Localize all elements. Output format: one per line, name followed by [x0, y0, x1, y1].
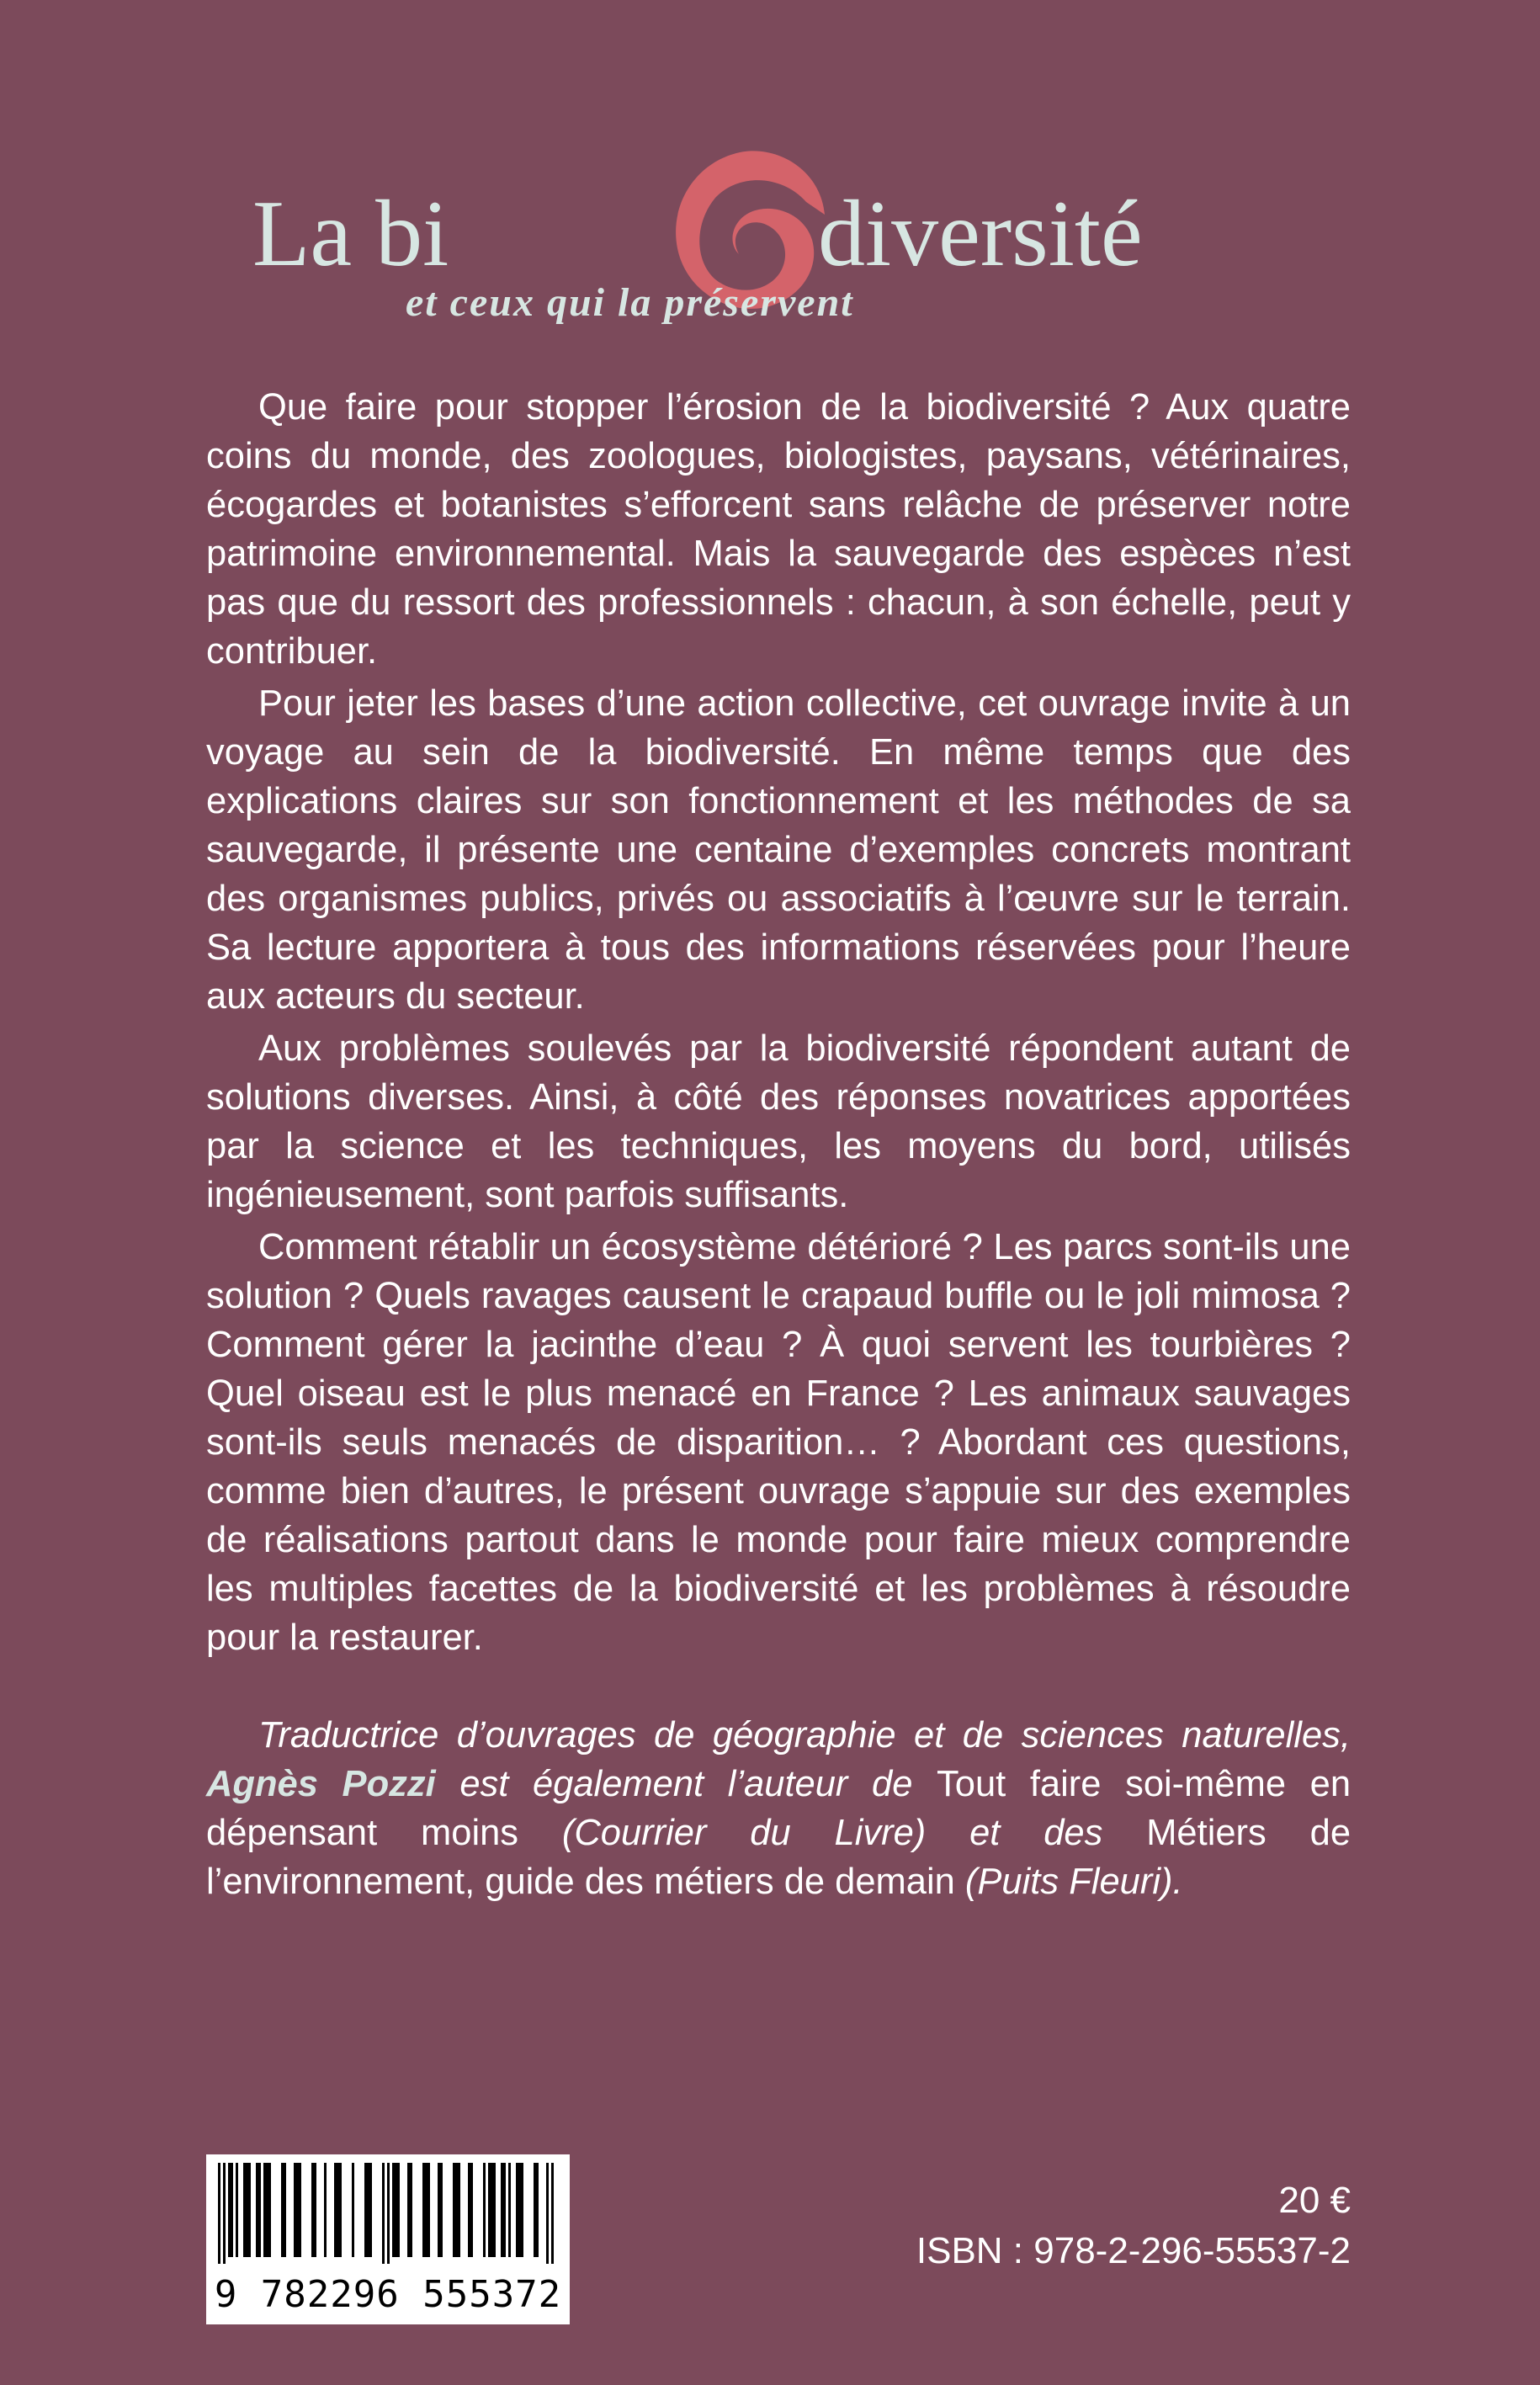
barcode-bar	[422, 2163, 430, 2257]
barcode-bar	[453, 2163, 460, 2257]
author-name: Agnès Pozzi	[206, 1764, 436, 1804]
barcode-bar	[236, 2163, 238, 2257]
barcode-bar	[256, 2163, 261, 2257]
paragraph-1: Que faire pour stopper l’érosion de la biodiversité ? Aux quatre coins du monde, des zoologues, biologistes, paysans, vétérinaires, écogardes et botanistes s’efforcent sans relâche de préserver notre patrimoine environnemental. Mais la sauvegarde des espèces n’est pas que du ressort des professionnels : chacun, à son échelle, peut y contribuer.	[206, 387, 1351, 672]
bio-mid: est également l’auteur de	[435, 1764, 937, 1804]
barcode-bar	[218, 2163, 220, 2264]
paragraph-2: Pour jeter les bases d’une action collective, cet ouvrage invite à un voyage au sein de la biodiversité. En même temps que des explications claires sur son fonctionnement et les méthodes de sa sauvegarde, il présente une centaine d’exemples concrets montrant des organismes publics, privés ou associatifs à l’œuvre sur le terrain. Sa lecture apportera à tous des informations réservées pour l’heure aux acteurs du secteur.	[206, 683, 1351, 1017]
barcode-bar	[534, 2163, 539, 2257]
barcode-bar	[508, 2163, 511, 2257]
title-block	[252, 135, 1262, 353]
book-title-2: Métiers de l’environnement, guide des métiers de demain	[206, 1813, 1351, 1902]
publisher-2: (Puits Fleuri).	[954, 1862, 1183, 1902]
barcode-bar	[516, 2163, 523, 2257]
barcode-bar	[324, 2163, 327, 2257]
barcode-bar	[501, 2163, 506, 2257]
barcode-bars	[215, 2163, 561, 2264]
barcode-bar	[488, 2163, 496, 2257]
barcode-bar	[551, 2163, 554, 2264]
barcode-bar	[263, 2163, 271, 2257]
book-title-1: Tout faire soi-même en dépensant moins	[206, 1764, 1351, 1853]
barcode-bar	[438, 2163, 443, 2257]
price: 20 €	[1278, 2180, 1351, 2221]
barcode-bar	[228, 2163, 233, 2257]
paragraph-4: Comment rétablir un écosystème détérioré ? Les parcs sont-ils une solution ? Quels ravages causent le crapaud buffle ou le joli mimosa ? Comment gérer la jacinthe d’eau ? À quoi servent les tourbières ? Quel oiseau est le plus menacé en France ? Les animaux sauvages sont-ils seuls menacés de disparition… ? Abordant ces questions, comme bien d’autres, le présent ouvrage s’appuie sur des exemples de réalisations partout dans le monde pour faire mieux comprendre les multiples facettes de la biodiversité et les problèmes à résoudre pour la restaurer.	[206, 1227, 1351, 1658]
barcode-bar	[364, 2163, 372, 2257]
author-bio	[206, 1711, 1351, 1906]
barcode-bar	[382, 2163, 385, 2264]
publisher-1: (Courrier du Livre) et des	[518, 1813, 1147, 1853]
title-text-right: diversité	[818, 182, 1143, 286]
bio-intro: Traductrice d’ouvrages de géographie et de sciences naturelles,	[258, 1715, 1351, 1756]
barcode-bar	[243, 2163, 251, 2257]
subtitle: et ceux qui la préservent	[406, 280, 854, 325]
barcode-bar	[352, 2163, 354, 2257]
barcode-bar	[392, 2163, 400, 2257]
barcode-digits: 9 782296 555372	[214, 2273, 562, 2316]
barcode-bar	[387, 2163, 390, 2264]
title-text-left: La bi	[252, 182, 449, 286]
isbn: ISBN : 978-2-296-55537-2	[916, 2230, 1351, 2271]
barcode-bar	[546, 2163, 549, 2264]
barcode-bar	[294, 2163, 301, 2257]
barcode	[206, 2154, 570, 2324]
barcode-bar	[281, 2163, 286, 2257]
barcode-bar	[311, 2163, 316, 2257]
barcode-bar	[407, 2163, 412, 2257]
description	[206, 383, 1351, 1943]
barcode-bar	[468, 2163, 473, 2257]
barcode-bar	[334, 2163, 342, 2257]
paragraph-3: Aux problèmes soulevés par la biodiversité répondent autant de solutions diverses. Ainsi, à côté des réponses novatrices apportées par la science et les techniques, les moyens du bord, utilisés ingénieusement, sont parfois suffisants.	[206, 1028, 1351, 1215]
barcode-bar	[483, 2163, 486, 2257]
barcode-bar	[223, 2163, 226, 2264]
